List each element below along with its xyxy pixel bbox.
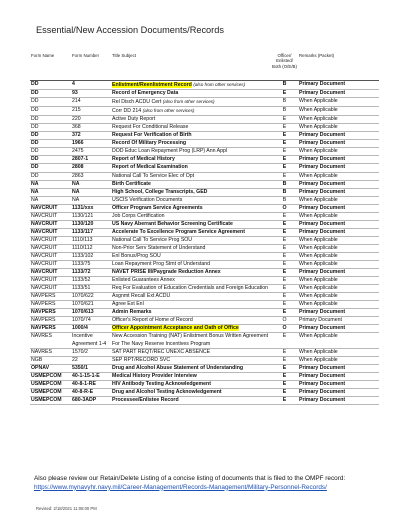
form-name-cell: DD (30, 90, 71, 98)
title-subject-cell (111, 204, 271, 212)
remarks-cell: When Applicable (298, 148, 379, 156)
officer-enlisted-cell: E (271, 261, 298, 269)
officer-enlisted-cell: E (271, 164, 298, 172)
title-subject-cell (111, 172, 271, 180)
officer-enlisted-cell: E (271, 301, 298, 309)
title-subject-cell (111, 116, 271, 124)
remarks-cell: Primary Document (298, 188, 379, 196)
subject-note: (also from other services) (142, 108, 195, 114)
title-subject-cell (111, 244, 271, 252)
form-number-cell: 1133/52 (71, 277, 111, 285)
subject-note: (also from other services) (162, 99, 215, 105)
form-number-cell: 93 (71, 90, 111, 98)
remarks-cell: Primary Document (298, 372, 379, 380)
form-name-cell: DD (30, 124, 71, 132)
subject-text: High School, College Transcripts, GED (112, 188, 208, 195)
subject-text: Request For Verification of Birth (112, 132, 192, 139)
remarks-cell: When Applicable (298, 212, 379, 220)
officer-enlisted-cell: E (271, 269, 298, 277)
form-number-cell: 40-8-R-E (71, 388, 111, 396)
title-subject-cell (111, 356, 271, 364)
remarks-cell: Primary Document (298, 388, 379, 396)
form-number-cell: 1070/613 (71, 309, 111, 317)
subject-text: Report of Medical Examination (112, 164, 188, 171)
subject-text: National Call To Service Elec of Opt (112, 172, 195, 179)
table-row (30, 148, 379, 156)
officer-enlisted-cell: E (271, 309, 298, 317)
header-remarks: Remarks (Packet) (298, 52, 379, 81)
subject-text: Officer Appointment Acceptance and Oath of Office (112, 325, 239, 332)
form-number-cell: 680-3ADP (71, 396, 111, 404)
header-form-name: Form Name (30, 52, 71, 81)
subject-note: (also from other services) (193, 82, 246, 87)
subject-text: Officer's Report of Home of Record (112, 317, 193, 324)
table-row (30, 164, 379, 172)
page-title: Essential/New Accession Documents/Records (36, 25, 224, 35)
revised-date: Revised: 2/18/2021 11:08:00 PM (36, 506, 97, 511)
form-name-cell: USMEPCOM (30, 396, 71, 404)
form-number-cell: 214 (71, 98, 111, 107)
form-name-cell: NAVCRUIT (30, 285, 71, 293)
remarks-cell: Primary Document (298, 81, 379, 90)
form-number-cell: 220 (71, 116, 111, 124)
officer-enlisted-cell: E (271, 148, 298, 156)
remarks-cell: When Applicable (298, 293, 379, 301)
remarks-cell: Primary Document (298, 364, 379, 372)
table-row (30, 269, 379, 277)
subject-text: Request For Conditional Release (112, 124, 189, 131)
form-name-cell: NAVPERS (30, 293, 71, 301)
title-subject-cell (111, 140, 271, 148)
form-number-cell: NA (71, 188, 111, 196)
subject-text: SAT PART REQT/REC UNEXC ABSENCE (112, 348, 211, 355)
remarks-cell: Primary Document (298, 380, 379, 388)
form-name-cell: NAVCRUIT (30, 269, 71, 277)
officer-enlisted-cell: E (271, 116, 298, 124)
table-row (30, 277, 379, 285)
title-subject-cell (111, 196, 271, 204)
title-subject-cell (111, 188, 271, 196)
form-number-cell: 1110/113 (71, 236, 111, 244)
title-subject-cell (111, 364, 271, 372)
footer-note (34, 475, 384, 492)
subject-text: DOD Educ Loan Repayment Prog (LRP) Ann Appl (112, 148, 228, 155)
title-subject-cell (111, 388, 271, 396)
subject-text: Drug and Alcohol Testing Acknowledgement (112, 388, 222, 395)
remarks-cell: When Applicable (298, 348, 379, 356)
title-subject-cell (111, 301, 271, 309)
subject-text: Agree Ext Enl (112, 301, 144, 308)
form-name-cell: NAVCRUIT (30, 261, 71, 269)
subject-text: Enlisted Guarantees Annex (112, 277, 175, 284)
form-name-cell: DD (30, 140, 71, 148)
officer-enlisted-cell: E (271, 364, 298, 372)
remarks-cell: Primary Document (298, 309, 379, 317)
subject-text: Accelerate To Excellence Program Service Agreement (112, 228, 245, 235)
form-number-cell: NA (71, 180, 111, 188)
table-row (30, 244, 379, 252)
form-number-cell: 4 (71, 81, 111, 90)
remarks-cell: Primary Document (298, 204, 379, 212)
table-row (30, 261, 379, 269)
title-subject-cell (111, 164, 271, 172)
form-number-cell: 2475 (71, 148, 111, 156)
title-subject-cell (111, 396, 271, 404)
remarks-cell: When Applicable (298, 98, 379, 107)
form-name-cell: NAVCRUIT (30, 244, 71, 252)
form-number-cell: 40-1-15-1-E (71, 372, 111, 380)
form-name-cell: NAVPERS (30, 309, 71, 317)
remarks-cell: When Applicable (298, 301, 379, 309)
remarks-cell: Primary Document (298, 220, 379, 228)
subject-text: Active Duty Report (112, 116, 156, 123)
title-subject-cell (111, 220, 271, 228)
table-row (30, 90, 379, 98)
remarks-cell: When Applicable (298, 261, 379, 269)
table-row (30, 124, 379, 132)
officer-enlisted-cell: O (271, 317, 298, 325)
remarks-cell: Primary Document (298, 269, 379, 277)
form-number-cell: 1070/622 (71, 293, 111, 301)
subject-text: Medical History Provider Interview (112, 372, 197, 379)
subject-text: Enl Bonus/Prog SOU (112, 252, 161, 259)
table-row (30, 317, 379, 325)
table-row (30, 188, 379, 196)
form-name-cell: DD (30, 132, 71, 140)
subject-text: Processee/Enlistee Record (112, 396, 179, 403)
form-number-cell: 1110/112 (71, 244, 111, 252)
officer-enlisted-cell: B (271, 81, 298, 90)
subject-text: New Accession Training (NAT) Enlistment Bonus Written Agreement For The Navy Reserve Incentives Program (112, 333, 269, 347)
subject-text: Corr DD 214 (112, 108, 142, 115)
title-subject-cell (111, 372, 271, 380)
form-name-cell: NA (30, 180, 71, 188)
form-number-cell: 2863 (71, 172, 111, 180)
table-row (30, 380, 379, 388)
table-row (30, 252, 379, 260)
subject-text: Req For Evaluation of Education Credentials and Foreign Education (112, 285, 269, 292)
table-row (30, 388, 379, 396)
remarks-cell: Primary Document (298, 228, 379, 236)
subject-text: National Call To Service Prog SOU (112, 236, 193, 243)
officer-enlisted-cell: E (271, 396, 298, 404)
remarks-cell: Primary Document (298, 317, 379, 325)
title-subject-cell (111, 261, 271, 269)
subject-text: Non-Prior Serv Statement of Understand (112, 244, 206, 251)
table-row (30, 396, 379, 404)
title-subject-cell (111, 285, 271, 293)
remarks-cell: Primary Document (298, 90, 379, 98)
form-name-cell: DD (30, 98, 71, 107)
table-row (30, 348, 379, 356)
subject-text: HIV Antibody Testing Acknowledgement (112, 380, 211, 387)
table-row (30, 107, 379, 116)
form-number-cell: 368 (71, 124, 111, 132)
form-name-cell: OPNAV (30, 364, 71, 372)
officer-enlisted-cell: E (271, 156, 298, 164)
officer-enlisted-cell: E (271, 252, 298, 260)
form-number-cell: 372 (71, 132, 111, 140)
form-name-cell: NAVPERS (30, 317, 71, 325)
table-row (30, 333, 379, 348)
remarks-cell: When Applicable (298, 236, 379, 244)
remarks-cell: When Applicable (298, 252, 379, 260)
officer-enlisted-cell: E (271, 228, 298, 236)
form-name-cell: NAVRES (30, 348, 71, 356)
header-title-subject: Title Subject (111, 52, 271, 81)
form-number-cell: NA (71, 196, 111, 204)
officer-enlisted-cell: B (271, 196, 298, 204)
subject-text: Enlistment/Reenlistment Record (112, 82, 192, 88)
title-subject-cell (111, 212, 271, 220)
form-number-cell: 1133/75 (71, 261, 111, 269)
table-header-row (30, 52, 379, 81)
form-number-cell: 1133/72 (71, 269, 111, 277)
table-row (30, 301, 379, 309)
form-name-cell: NAVPERS (30, 325, 71, 333)
table-row (30, 364, 379, 372)
subject-text: Asgnmt Recall Ext ACDU (112, 293, 171, 300)
table-row (30, 372, 379, 380)
form-name-cell: NAVCRUIT (30, 252, 71, 260)
form-number-cell: 1133/117 (71, 228, 111, 236)
remarks-cell: Primary Document (298, 156, 379, 164)
remarks-cell: Primary Document (298, 164, 379, 172)
officer-enlisted-cell: E (271, 172, 298, 180)
title-subject-cell (111, 269, 271, 277)
subject-text: Rel Disch ACDU Cert (112, 99, 162, 106)
title-subject-cell (111, 124, 271, 132)
title-subject-cell (111, 252, 271, 260)
subject-text: Record of Emergency Data (112, 90, 179, 97)
title-subject-cell (111, 309, 271, 317)
form-name-cell: DD (30, 116, 71, 124)
subject-text: Record Of Military Processing (112, 140, 187, 147)
subject-text: SEP RPT/RECORD SVC (112, 356, 171, 363)
remarks-cell: When Applicable (298, 107, 379, 116)
form-number-cell: 1000/4 (71, 325, 111, 333)
form-number-cell: 2808 (71, 164, 111, 172)
title-subject-cell (111, 317, 271, 325)
title-subject-cell (111, 90, 271, 98)
table-row (30, 285, 379, 293)
subject-text: Officer Program Service Agreements (112, 204, 203, 211)
officer-enlisted-cell: E (271, 220, 298, 228)
officer-enlisted-cell: B (271, 98, 298, 107)
documents-table (30, 52, 379, 405)
officer-enlisted-cell: B (271, 107, 298, 116)
remarks-cell: Primary Document (298, 325, 379, 333)
title-subject-cell (111, 156, 271, 164)
form-name-cell: NAVCRUIT (30, 220, 71, 228)
title-subject-cell (111, 180, 271, 188)
officer-enlisted-cell: O (271, 325, 298, 333)
form-number-cell: 215 (71, 107, 111, 116)
officer-enlisted-cell: E (271, 132, 298, 140)
table-row (30, 293, 379, 301)
form-name-cell: NAVCRUIT (30, 277, 71, 285)
remarks-cell: Primary Document (298, 396, 379, 404)
table-row (30, 356, 379, 364)
title-subject-cell (111, 293, 271, 301)
remarks-cell: Primary Document (298, 180, 379, 188)
table-row (30, 156, 379, 164)
officer-enlisted-cell: E (271, 388, 298, 396)
officer-enlisted-cell: B (271, 188, 298, 196)
remarks-cell: When Applicable (298, 285, 379, 293)
remarks-cell: When Applicable (298, 124, 379, 132)
form-number-cell: 1966 (71, 140, 111, 148)
officer-enlisted-cell: E (271, 356, 298, 364)
form-number-cell: 1130/120 (71, 220, 111, 228)
subject-text: US Navy Aberrant Behavior Screening Certificate (112, 220, 233, 227)
form-number-cell: 1070/74 (71, 317, 111, 325)
form-name-cell: NA (30, 188, 71, 196)
officer-enlisted-cell: E (271, 140, 298, 148)
form-name-cell: DD (30, 156, 71, 164)
header-form-number: Form Number (71, 52, 111, 81)
form-number-cell: 2807-1 (71, 156, 111, 164)
remarks-cell: When Applicable (298, 244, 379, 252)
form-name-cell: NAVPERS (30, 301, 71, 309)
form-name-cell: USMEPCOM (30, 388, 71, 396)
title-subject-cell (111, 236, 271, 244)
form-number-cell: 1570/2 (71, 348, 111, 356)
subject-text: Loan Repayment Prog Stmt of Understand (112, 261, 211, 268)
form-name-cell: USMEPCOM (30, 380, 71, 388)
subject-text: Drug and Alcohol Abuse Statement of Understanding (112, 364, 244, 371)
subject-text: Job Corps Certification (112, 212, 165, 219)
remarks-cell: Primary Document (298, 140, 379, 148)
title-subject-cell (111, 132, 271, 140)
subject-text: Report of Medical History (112, 156, 175, 163)
form-number-cell: 1070/621 (71, 301, 111, 309)
form-name-cell: DD (30, 148, 71, 156)
table-row (30, 228, 379, 236)
officer-enlisted-cell: E (271, 380, 298, 388)
table-row (30, 196, 379, 204)
remarks-cell: When Applicable (298, 356, 379, 364)
officer-enlisted-cell: E (271, 244, 298, 252)
form-name-cell: NGB (30, 356, 71, 364)
form-number-cell: Incentive Agreement 1-4 (71, 333, 111, 348)
table-row (30, 81, 379, 90)
title-subject-cell (111, 277, 271, 285)
subject-text: NAVET PRISE III/Paygrade Reduction Annex (112, 269, 221, 276)
title-subject-cell (111, 228, 271, 236)
table-row (30, 236, 379, 244)
title-subject-cell (111, 325, 271, 333)
subject-text: USCIS Verification Documents (112, 196, 183, 203)
form-name-cell: USMEPCOM (30, 372, 71, 380)
title-subject-cell (111, 380, 271, 388)
title-subject-cell (111, 107, 271, 116)
officer-enlisted-cell: E (271, 333, 298, 348)
form-name-cell: NA (30, 196, 71, 204)
table-row (30, 309, 379, 317)
officer-enlisted-cell: E (271, 90, 298, 98)
table-row (30, 132, 379, 140)
form-name-cell: DD (30, 164, 71, 172)
title-subject-cell (111, 148, 271, 156)
form-name-cell: NAVCRUIT (30, 236, 71, 244)
form-name-cell: NAVRES (30, 333, 71, 348)
ompf-records-link[interactable]: https://www.mynavyhr.navy.mil/Career-Management/Records-Management/Military-Personnel-Records/ (34, 483, 327, 491)
remarks-cell: When Applicable (298, 116, 379, 124)
officer-enlisted-cell: E (271, 285, 298, 293)
table-row (30, 140, 379, 148)
title-subject-cell (111, 81, 271, 90)
form-name-cell: NAVCRUIT (30, 204, 71, 212)
table-row (30, 212, 379, 220)
officer-enlisted-cell: E (271, 212, 298, 220)
header-officer-enlisted: Officer/ Enlisted/ Both (O/E/B) (271, 52, 298, 81)
footer-text: Also please review our Retain/Delete Listing of a concise listing of documents that is filed to the OMPF record: (34, 475, 346, 482)
form-name-cell: DD (30, 81, 71, 90)
form-number-cell: 1133/51 (71, 285, 111, 293)
officer-enlisted-cell: E (271, 348, 298, 356)
officer-enlisted-cell: E (271, 372, 298, 380)
form-number-cell: 22 (71, 356, 111, 364)
officer-enlisted-cell: O (271, 204, 298, 212)
remarks-cell: When Applicable (298, 333, 379, 348)
remarks-cell: Primary Document (298, 132, 379, 140)
remarks-cell: When Applicable (298, 172, 379, 180)
remarks-cell: When Applicable (298, 277, 379, 285)
table-row (30, 220, 379, 228)
form-number-cell: 5350/1 (71, 364, 111, 372)
form-number-cell: 1131/xxx (71, 204, 111, 212)
table-row (30, 325, 379, 333)
remarks-cell: When Applicable (298, 196, 379, 204)
title-subject-cell (111, 98, 271, 107)
table-row (30, 172, 379, 180)
table-row (30, 180, 379, 188)
officer-enlisted-cell: E (271, 124, 298, 132)
form-name-cell: DD (30, 107, 71, 116)
table-row (30, 204, 379, 212)
officer-enlisted-cell: E (271, 236, 298, 244)
form-name-cell: NAVCRUIT (30, 212, 71, 220)
subject-text: Admin Remarks (112, 309, 152, 316)
table-row (30, 116, 379, 124)
title-subject-cell (111, 333, 271, 348)
officer-enlisted-cell: E (271, 293, 298, 301)
form-name-cell: NAVCRUIT (30, 228, 71, 236)
form-name-cell: DD (30, 172, 71, 180)
form-number-cell: 1133/102 (71, 252, 111, 260)
officer-enlisted-cell: E (271, 277, 298, 285)
form-number-cell: 1130/121 (71, 212, 111, 220)
title-subject-cell (111, 348, 271, 356)
subject-text: Birth Certificate (112, 180, 151, 187)
officer-enlisted-cell: B (271, 180, 298, 188)
form-number-cell: 40-8-1-RE (71, 380, 111, 388)
table-row (30, 98, 379, 107)
